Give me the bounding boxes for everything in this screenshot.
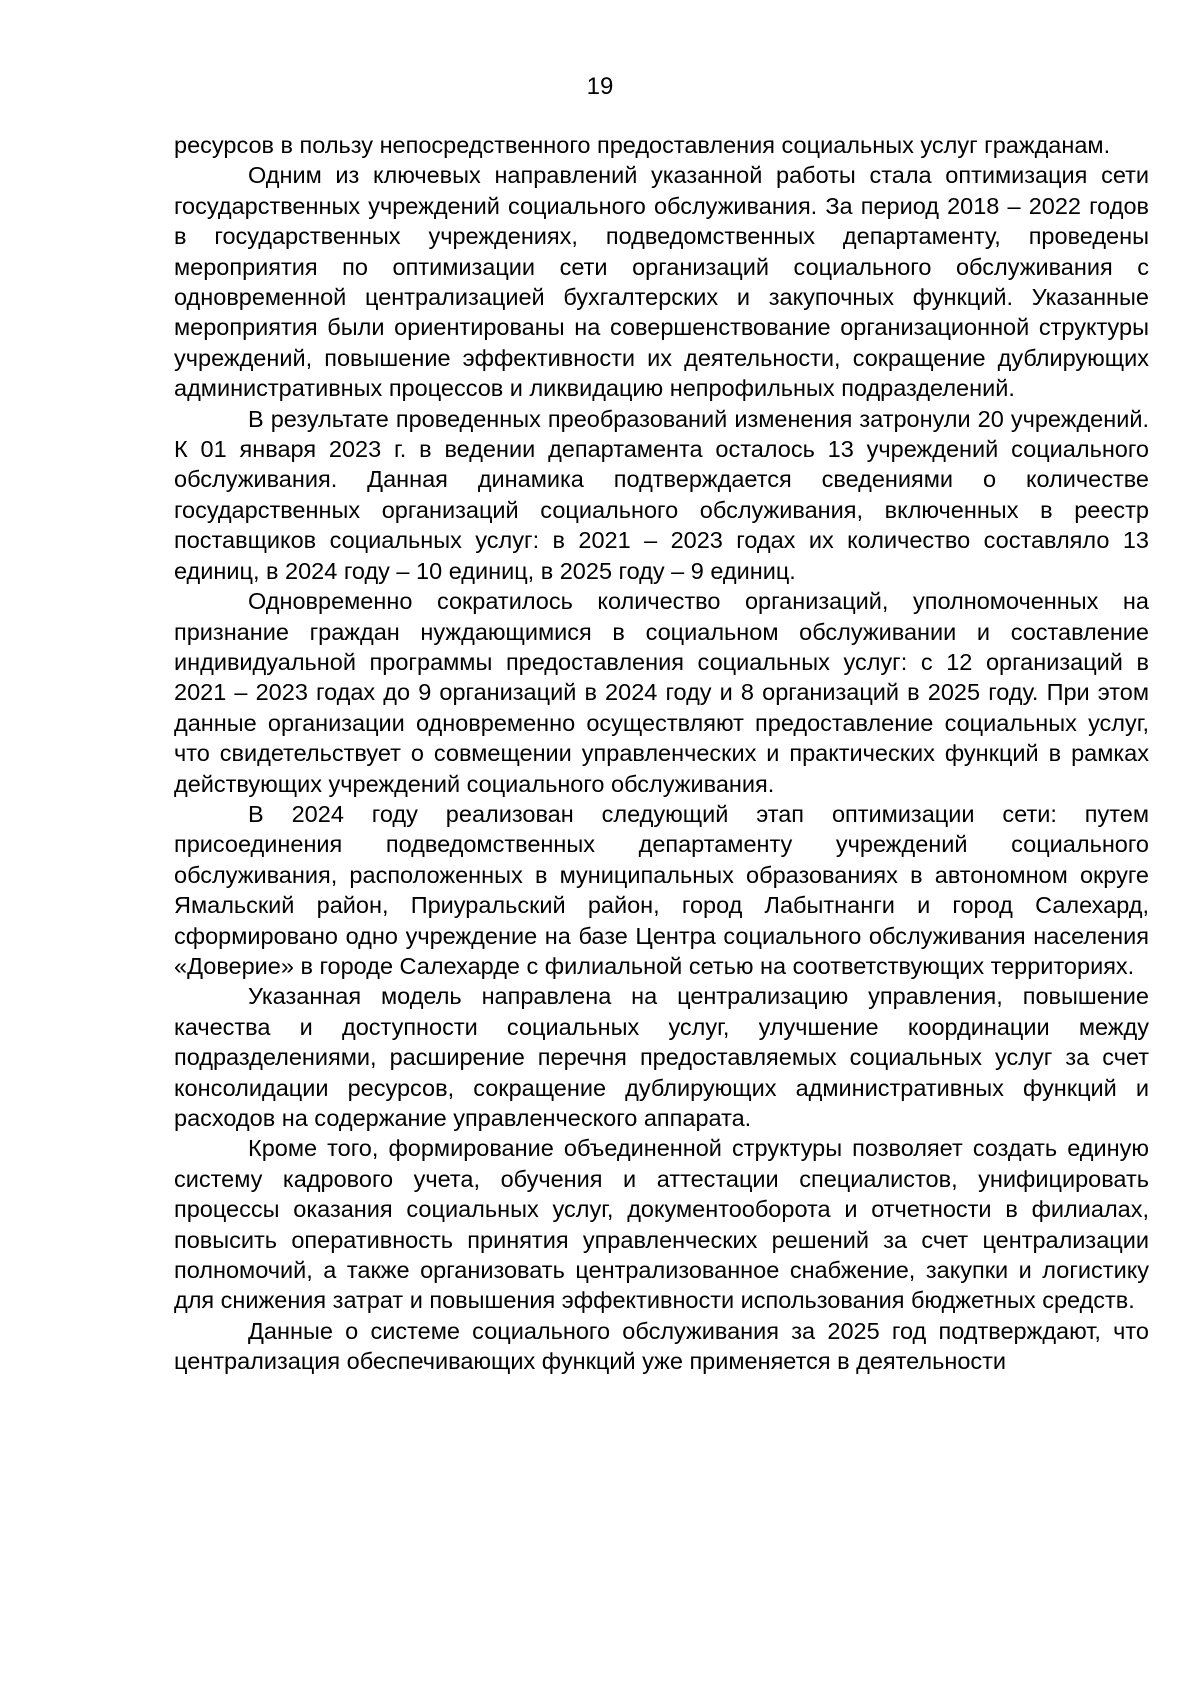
paragraph-unified-structure: Кроме того, формирование объединенной структуры позволяет создать единую систему кадрового учета, обучения и аттестации специалистов, унифицировать процессы оказания социальных услуг, документооборота и отчетности в филиалах, повысить оперативность принятия управленческих решений за счет централизации полномочий, а также организовать централизованное снабжение, закупки и логистику для снижения затрат и повышения эффективности использования бюджетных средств. bbox=[174, 1135, 1149, 1314]
paragraph-network-optimization: Одним из ключевых направлений указанной работы стала оптимизация сети государственных учреждений социального обслуживания. За период 2018 – 2022 годов в государственных учреждениях, подведомственных департаменту, проведены мероприятия по оптимизации сети организаций социального обслуживания с одновременной централизацией бухгалтерских и закупочных функций. Указанные мероприятия были ориентированы на совершенствование организационной структуры учреждений, повышение эффективности их деятельности, сокращение дублирующих административных процессов и ликвидацию непрофильных подразделений. bbox=[174, 162, 1149, 402]
paragraph-2025-data: Данные о системе социального обслуживания за 2025 год подтверждают, что централизация обеспечивающих функций уже применяется в деятельности bbox=[174, 1317, 1149, 1375]
paragraph-transformation-results: В результате проведенных преобразований изменения затронули 20 учреждений. К 01 января 2023 г. в ведении департамента осталось 13 учреждений социального обслуживания. Данная динамика подтверждается сведениями о количестве государственных организаций социального обслуживания, включенных в реестр поставщиков социальных услуг: в 2021 – 2023 годах их количество составляло 13 единиц, в 2024 году – 10 единиц, в 2025 году – 9 единиц. bbox=[174, 405, 1149, 584]
paragraph-authorized-organizations: Одновременно сократилось количество организаций, уполномоченных на признание граждан нуждающимися в социальном обслуживании и составление индивидуальной программы предоставления социальных услуг: с 12 организаций в 2021 – 2023 годах до 9 организаций в 2024 году и 8 организаций в 2025 году. При этом данные организации одновременно осуществляют предоставление социальных услуг, что свидетельствует о совмещении управленческих и практических функций в рамках действующих учреждений социального обслуживания. bbox=[174, 588, 1149, 797]
paragraph-2024-optimization-stage: В 2024 году реализован следующий этап оптимизации сети: путем присоединения подведомственных департаменту учреждений социального обслуживания, расположенных в муниципальных образованиях в автономном округе Ямальский район, Приуральский район, город Лабытнанги и город Салехард, сформировано одно учреждение на базе Центра социального обслуживания населения «Доверие» в городе Салехарде с филиальной сетью на соответствующих территориях. bbox=[174, 800, 1149, 979]
document-body bbox=[174, 130, 1149, 1377]
page-number: 19 bbox=[586, 73, 614, 100]
paragraph-model-goals: Указанная модель направлена на централизацию управления, повышение качества и доступности социальных услуг, улучшение координации между подразделениями, расширение перечня предоставляемых социальных услуг за счет консолидации ресурсов, сокращение дублирующих административных функций и расходов на содержание управленческого аппарата. bbox=[174, 983, 1149, 1131]
paragraph-continuation: ресурсов в пользу непосредственного предоставления социальных услуг гражданам. bbox=[174, 132, 1111, 158]
